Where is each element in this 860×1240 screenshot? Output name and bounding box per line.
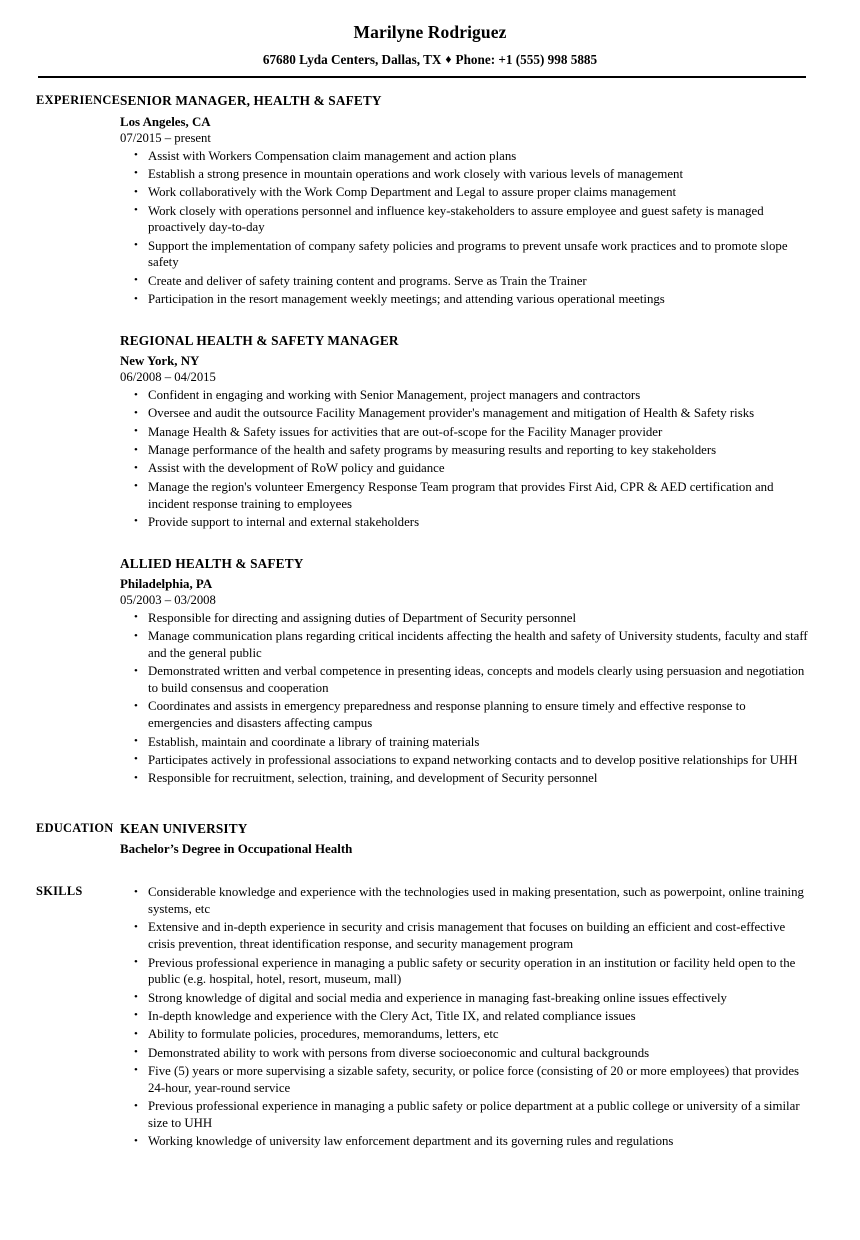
job-bullet: • Participates actively in professional associations to expand networking contacts and to develop positive relationships for UHH	[120, 752, 812, 769]
education-degree: Bachelor’s Degree in Occupational Health	[120, 840, 353, 856]
job-bullet: • Support the implementation of company safety policies and programs to prevent unsafe work practices and to promote slope safety	[120, 238, 812, 272]
job-title: SENIOR MANAGER, HEALTH & SAFETY	[120, 93, 382, 109]
job-bullet: • Work collaboratively with the Work Comp Department and Legal to assure proper claims management	[120, 184, 812, 201]
section-label-experience: EXPERIENCE	[36, 93, 121, 108]
experience-entries	[120, 92, 860, 787]
job-bullet: • Work closely with operations personnel and influence key-stakeholders to assure employee and guest safety is managed proactively day-to-day	[120, 203, 812, 237]
job-dates: 06/2008 – 04/2015	[120, 370, 216, 385]
job-bullet: • Provide support to internal and external stakeholders	[120, 514, 812, 531]
skill-bullet: • Previous professional experience in managing a public safety or police department at a public college or university of a similar size to UHH	[120, 1098, 812, 1132]
job-bullet-list	[120, 148, 812, 308]
job-bullet: • Manage the region's volunteer Emergency Response Team program that provides First Aid, CPR & AED certification and incident response training to employees	[120, 479, 812, 513]
job-dates: 07/2015 – present	[120, 130, 211, 145]
resume-header	[0, 0, 860, 67]
skills-bullet-list	[120, 884, 812, 1150]
experience-entry	[120, 555, 812, 787]
skills-entries	[120, 883, 860, 1150]
contact-line	[0, 52, 860, 67]
education-school: KEAN UNIVERSITY	[120, 821, 248, 837]
job-dates: 05/2003 – 03/2008	[120, 592, 216, 607]
job-bullet: • Create and deliver of safety training content and programs. Serve as Train the Trainer	[120, 273, 812, 290]
section-education	[0, 820, 860, 858]
job-bullet: • Participation in the resort management weekly meetings; and attending various operational meetings	[120, 291, 812, 308]
section-skills	[0, 883, 860, 1150]
section-label-education: EDUCATION	[36, 821, 114, 836]
skill-bullet: • In-depth knowledge and experience with the Clery Act, Title IX, and related compliance issues	[120, 1008, 812, 1025]
resume-body	[0, 92, 860, 1150]
job-bullet-list	[120, 610, 812, 787]
job-bullet-list	[120, 387, 812, 531]
education-entry	[120, 820, 812, 858]
skill-bullet: • Demonstrated ability to work with persons from diverse socioeconomic and cultural backgrounds	[120, 1045, 812, 1062]
job-bullet: • Assist with Workers Compensation claim management and action plans	[120, 148, 812, 165]
skill-bullet: • Working knowledge of university law enforcement department and its governing rules and regulations	[120, 1133, 812, 1150]
job-bullet: • Responsible for recruitment, selection, training, and development of Security personnel	[120, 770, 812, 787]
job-bullet: • Manage communication plans regarding critical incidents affecting the health and safety of University students, faculty and staff and the general public	[120, 628, 812, 662]
job-location: Philadelphia, PA	[120, 577, 213, 592]
job-bullet: • Establish, maintain and coordinate a library of training materials	[120, 734, 812, 751]
job-bullet: • Manage Health & Safety issues for activities that are out-of-scope for the Facility Manager provider	[120, 424, 812, 441]
section-experience	[0, 92, 860, 787]
skill-bullet: • Considerable knowledge and experience with the technologies used in making presentation, such as powerpoint, online training systems, etc	[120, 884, 812, 918]
job-bullet: • Coordinates and assists in emergency preparedness and response planning to ensure timely and effective response to emergencies and disasters affecting campus	[120, 698, 812, 732]
job-bullet: • Oversee and audit the outsource Facility Management provider's management and mitigation of Health & Safety risks	[120, 405, 812, 422]
job-location: New York, NY	[120, 354, 200, 369]
job-location: Los Angeles, CA	[120, 114, 211, 129]
diamond-separator-icon: ♦	[445, 52, 452, 67]
job-title: ALLIED HEALTH & SAFETY	[120, 555, 304, 571]
skill-bullet: • Ability to formulate policies, procedures, memorandums, letters, etc	[120, 1026, 812, 1043]
skill-bullet: • Extensive and in-depth experience in security and crisis management that focuses on building an efficient and cost-effective crisis prevention, threat identification response, and security management program	[120, 919, 812, 953]
header-divider	[38, 76, 806, 78]
education-entries	[120, 820, 860, 858]
job-bullet: • Demonstrated written and verbal competence in presenting ideas, concepts and models clearly using persuasion and negotiation to build consensus and cooperation	[120, 663, 812, 697]
experience-entry	[120, 332, 812, 531]
job-title: REGIONAL HEALTH & SAFETY MANAGER	[120, 332, 399, 348]
contact-address: 67680 Lyda Centers, Dallas, TX	[262, 52, 442, 68]
skill-bullet: • Previous professional experience in managing a public safety or security operation in an institution or facility held open to the public (e.g. hospital, hotel, resort, museum, mall)	[120, 955, 812, 989]
job-bullet: • Confident in engaging and working with Senior Management, project managers and contractors	[120, 387, 812, 404]
section-label-skills: SKILLS	[36, 883, 83, 898]
experience-entry	[120, 92, 812, 308]
job-bullet: • Manage performance of the health and safety programs by measuring results and reporting to key stakeholders	[120, 442, 812, 459]
job-bullet: • Assist with the development of RoW policy and guidance	[120, 460, 812, 477]
candidate-name: Marilyne Rodriguez	[353, 22, 507, 42]
skill-bullet: • Strong knowledge of digital and social media and experience in managing fast-breaking online issues effectively	[120, 990, 812, 1007]
job-bullet: • Establish a strong presence in mountain operations and work closely with various levels of management	[120, 166, 812, 183]
contact-phone: Phone: +1 (555) 998 5885	[455, 52, 598, 68]
job-bullet: • Responsible for directing and assigning duties of Department of Security personnel	[120, 610, 812, 627]
skill-bullet: • Five (5) years or more supervising a sizable safety, security, or police force (consisting of 20 or more employees) that provides 24-hour, year-round service	[120, 1063, 812, 1097]
